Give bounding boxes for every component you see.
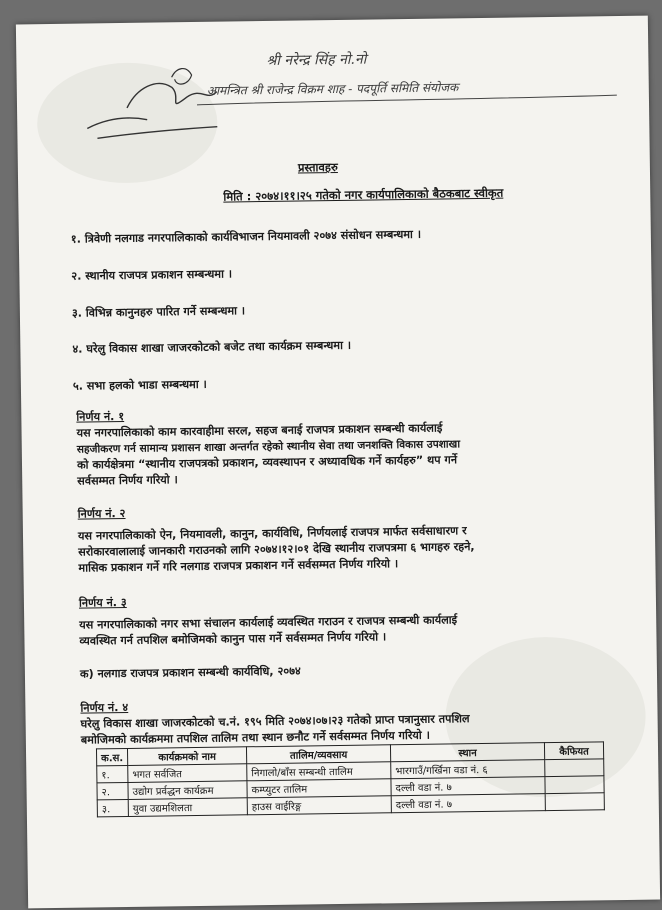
table-header: कैफियत	[544, 742, 603, 760]
decision-heading: निर्णय नं. ३	[78, 595, 127, 610]
proposal-item: ४. घरेलु विकास शाखा जाजरकोटको बजेट तथा कार्यक्रम सम्बन्धमा ।	[72, 338, 352, 356]
decision-line: सहजीकरण गर्न सामान्य प्रशासन शाखा अन्तर्गत रहेको स्थानीय सेवा तथा जनशक्ति विकास उपशाखा	[76, 438, 461, 456]
table-header: तालिम/व्यवसाय	[247, 745, 391, 764]
decision-heading: निर्णय नं. ४	[80, 700, 129, 715]
decision-line: व्यवस्थित गर्न तपशिल बमोजिमको कानुन पास गर्ने सर्वसम्मत निर्णय गरियो ।	[79, 630, 387, 648]
table-cell: ३.	[97, 799, 128, 816]
page-title: प्रस्तावहरु	[297, 159, 338, 175]
decision-line: यस नगरपालिकाको ऐन, नियमावली, कानुन, कार्यविधि, निर्णयलाई राजपत्र मार्फत सर्वसाधारण र	[77, 524, 467, 543]
decision-body	[76, 420, 460, 489]
table-cell: दल्ली वडा नं. ७	[391, 777, 545, 796]
decision-line: यस नगरपालिकाको नगर सभा संचालन कार्यलाई व्यवस्थित गराउन र राजपत्र सम्बन्धी कार्यलाई	[79, 613, 458, 632]
decision-line: सर्वसम्मत निर्णय गरियो ।	[77, 473, 178, 488]
decision-line: को कार्यक्षेत्रमा “स्थानीय राजपत्रको प्रकाशन, व्यवस्थापन र अध्यावधिक गर्ने कार्यहरु” थप गर्ने	[76, 453, 458, 472]
decision-line: बमोजिमको कार्यक्रममा तपशिल तालिम तथा स्थान छनौट गर्ने सर्वसम्मत निर्णय गरियो ।	[80, 728, 430, 747]
decision-line: सरोकारवालालाई जानकारी गराउनको लागि २०७४।१२।०१ देखि स्थानीय राजपत्रमा ६ भागहरु रहने,	[78, 540, 475, 559]
table-cell: भारगाउँ/गर्खिना वडा नं. ६	[391, 760, 545, 779]
decision-heading: निर्णय नं. १	[76, 409, 125, 424]
table-cell: हाउस वाईरिङ्ग	[247, 796, 391, 815]
handwritten-name: श्री नरेन्द्र सिंह नो.नो	[266, 51, 367, 69]
proposal-item: १. त्रिवेणी नलगाड नगरपालिकाको कार्यविभाजन नियमावली २०७४ संसोधन सम्बन्धमा ।	[70, 227, 422, 246]
decision-heading: निर्णय नं. २	[77, 506, 126, 521]
decision-body	[79, 612, 457, 649]
decision-item: क) नलगाड राजपत्र प्रकाशन सम्बन्धी कार्यविधि, २०७४	[79, 664, 301, 681]
table-cell	[545, 759, 604, 777]
table-cell: दल्ली वडा नं. ७	[391, 794, 545, 813]
table-cell: २.	[97, 782, 128, 799]
table-cell: युवा उद्यमशिलता	[128, 798, 247, 817]
table-header: क.स.	[96, 748, 127, 765]
decision-body	[78, 523, 475, 577]
decision-line: घरेलु विकास शाखा जाजरकोटको च.नं. १९५ मिति २०७४।०७।२३ गतेको प्राप्त पत्रानुसार तपशिल	[80, 712, 470, 731]
program-table	[96, 741, 605, 817]
table-cell: कम्प्युटर तालिम	[247, 779, 391, 798]
proposal-item: २. स्थानीय राजपत्र प्रकाशन सम्बन्धमा ।	[71, 267, 233, 283]
table-cell	[545, 793, 604, 811]
table-header: कार्यक्रमको नाम	[128, 747, 247, 766]
table-cell: १.	[97, 765, 128, 782]
table-cell: भगत सर्वजित	[128, 764, 247, 783]
table-cell: उद्योग प्रर्वद्धन कार्यक्रम	[128, 781, 247, 800]
table-header: स्थान	[391, 743, 545, 762]
table-cell: निगालो/बाँस सम्बन्धी तालिम	[247, 762, 391, 781]
document-page	[16, 16, 660, 909]
proposal-item: ५. सभा हलको भाडा सम्बन्धमा ।	[72, 377, 207, 393]
decision-line: मासिक प्रकाशन गर्ने गरि नलगाड राजपत्र प्रकाशन गर्ने सर्वसम्मत निर्णय गरियो ।	[78, 557, 399, 575]
proposal-item: ३. विभिन्न कानुनहरु पारित गर्ने सम्बन्धमा ।	[71, 304, 246, 320]
decision-line: यस नगरपालिकाको काम कारवाहीमा सरल, सहज बनाई राजपत्र प्रकाशन सम्बन्धी कार्यलाई	[76, 421, 443, 440]
handwritten-note: आमन्त्रित श्री राजेन्द्र विक्रम शाह - पदपूर्ति समिति संयोजक	[206, 80, 459, 98]
table-cell	[545, 776, 604, 794]
page-subtitle: मिति : २०७४।११।२५ गतेको नगर कार्यपालिकाको बैठकबाट स्वीकृत	[223, 185, 504, 204]
